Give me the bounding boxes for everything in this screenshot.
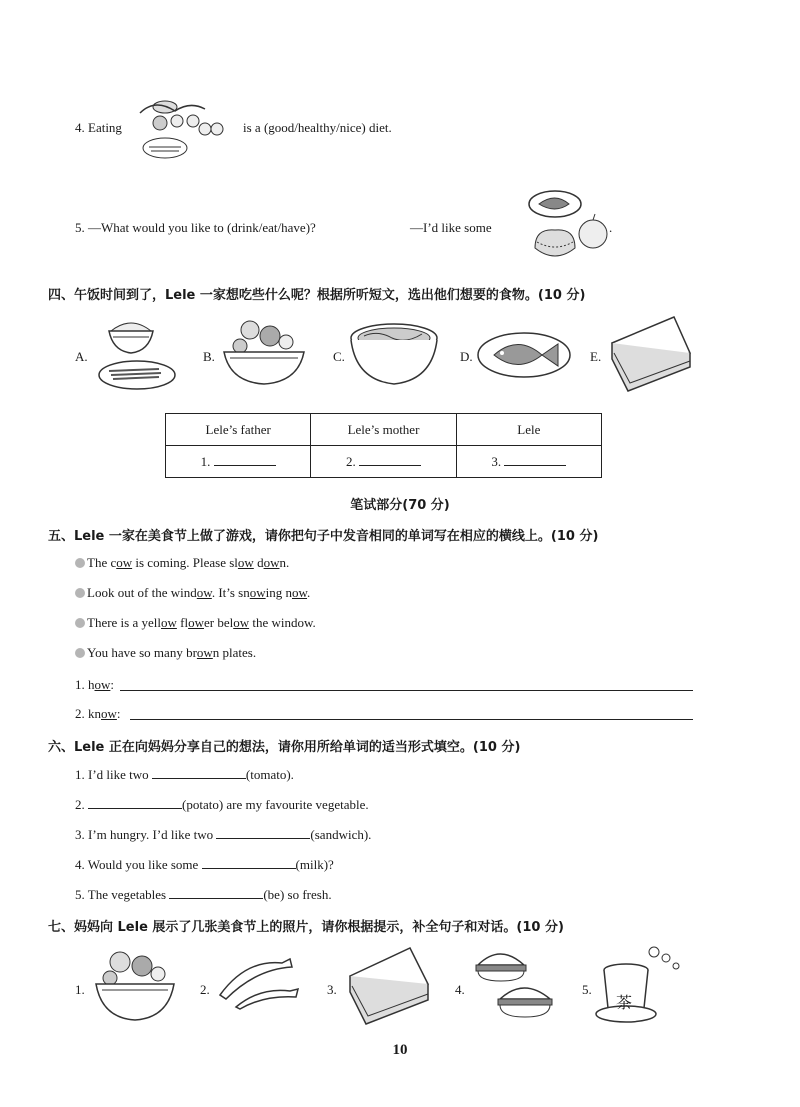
part4-heading: 四、午饭时间到了，Lele 一家想吃些什么呢？根据所听短文，选出他们想要的食物。(10 分) (48, 288, 586, 303)
fish-plate-picture (476, 330, 572, 380)
bullet-dot (75, 618, 85, 628)
pic-4-label: 4. (455, 982, 465, 997)
sentence-2: Look out of the window. It’s snowing now. (75, 585, 310, 601)
header-lele: Lele (456, 414, 601, 446)
answer-know: 2. know: (75, 706, 121, 721)
pic-3-label: 3. (327, 982, 337, 997)
option-c-label: C. (333, 349, 345, 364)
part7-heading: 七、妈妈向 Lele 展示了几张美食节上的照片，请你根据提示，补全句子和对话。(10 分) (48, 920, 564, 935)
pic-5-label: 5. (582, 982, 592, 997)
q5-number: 5. (75, 220, 85, 235)
answer-know-line[interactable] (130, 719, 693, 720)
healthy-food-picture (135, 93, 225, 163)
fill-q3-blank[interactable] (216, 826, 310, 839)
sentence-3: There is a yellow flower below the window. (75, 615, 316, 631)
fill-q1: 1. I’d like two (tomato). (75, 767, 294, 782)
rice-and-meat-picture (95, 313, 177, 391)
answer-how-line[interactable] (120, 690, 693, 691)
option-a-label: A. (75, 349, 88, 364)
option-d-label: D. (460, 349, 473, 364)
sandwich-picture (608, 313, 694, 395)
pic-2-label: 2. (200, 982, 210, 997)
fill-q1-blank[interactable] (152, 766, 246, 779)
tea-cup-picture (596, 944, 686, 1028)
fill-q3: 3. I’m hungry. I’d like two (sandwich). (75, 827, 372, 842)
q4-text-post: is a (good/healthy/nice) diet. (243, 120, 392, 135)
part6-heading: 六、Lele 正在向妈妈分享自己的想法，请你用所给单词的适当形式填空。(10 分) (48, 740, 521, 755)
salad-bowl-picture-2 (92, 948, 178, 1024)
page-number: 10 (392, 1042, 408, 1058)
fill-q5: 5. The vegetables (be) so fresh. (75, 887, 332, 902)
sentence-4: You have so many brown plates. (75, 645, 256, 661)
answer-table (165, 413, 602, 478)
fill-q4: 4. Would you like some (milk)? (75, 857, 334, 872)
noodle-bowl-picture (348, 322, 440, 388)
written-section-title: 笔试部分(70 分) (350, 498, 450, 513)
q5-end: . (609, 220, 613, 235)
q5-question: —What would you like to (drink/eat/have)? (88, 220, 316, 235)
tea-character: 茶 (616, 993, 633, 1012)
option-e-label: E. (590, 349, 602, 364)
header-mother: Lele’s mother (311, 414, 456, 446)
pic-1-label: 1. (75, 982, 85, 997)
answer-cell-1[interactable]: 1. (166, 446, 311, 478)
hamburgers-picture (470, 943, 566, 1029)
salad-bowl-picture (220, 318, 308, 388)
chili-pepper-picture (216, 955, 300, 1011)
fill-q5-blank[interactable] (169, 886, 263, 899)
answer-cell-2[interactable]: 2. (311, 446, 456, 478)
q4-number: 4. (75, 120, 85, 135)
q5-reply: —I’d like some (410, 220, 492, 235)
fill-q4-blank[interactable] (202, 856, 296, 869)
fill-q2-blank[interactable] (88, 796, 182, 809)
fish-cake-apple-picture (525, 186, 615, 268)
header-father: Lele’s father (166, 414, 311, 446)
q4-text-pre: Eating (88, 120, 122, 135)
fill-q2: 2. (potato) are my favourite vegetable. (75, 797, 369, 812)
option-b-label: B. (203, 349, 215, 364)
table-header-row (166, 414, 602, 446)
bullet-dot (75, 558, 85, 568)
answer-cell-3[interactable]: 3. (456, 446, 601, 478)
sentence-1: The cow is coming. Please slow down. (75, 555, 289, 571)
table-answer-row (166, 446, 602, 478)
answer-how: 1. how: (75, 677, 115, 692)
bullet-dot (75, 648, 85, 658)
part5-heading: 五、Lele 一家在美食节上做了游戏，请你把句子中发音相同的单词写在相应的横线上。(10 分) (48, 529, 599, 544)
sandwich-picture-2 (346, 944, 432, 1028)
q5-line (75, 220, 316, 236)
q4-line (75, 120, 122, 136)
bullet-dot (75, 588, 85, 598)
